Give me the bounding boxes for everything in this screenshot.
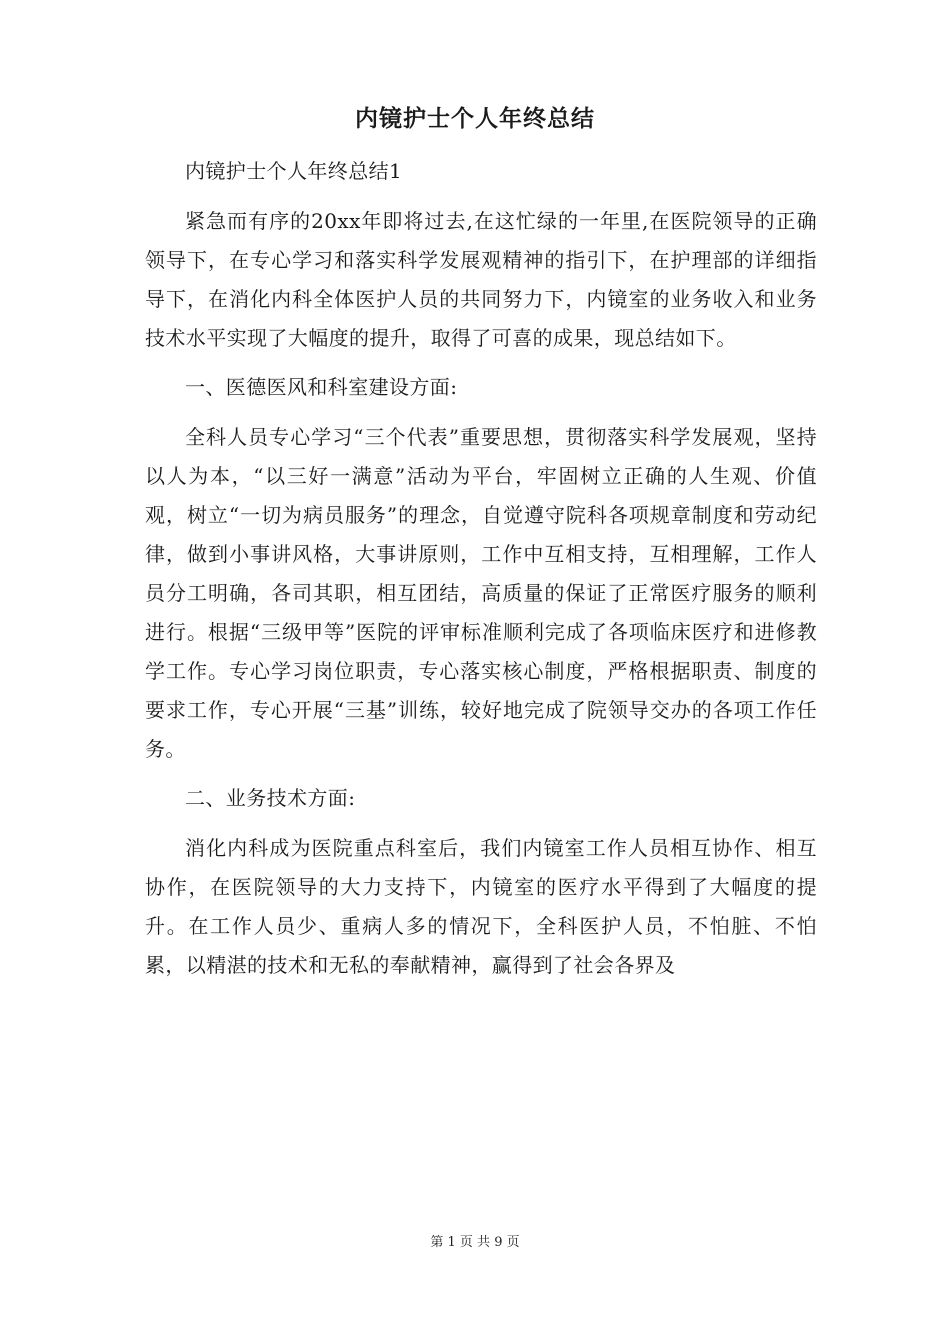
document-title: 内镜护士个人年终总结 [355, 105, 595, 132]
paragraph-intro: 紧急而有序的20xx年即将过去,在这忙绿的一年里,在医院领导的正确领导下，在专心学习和落实科学发展观精神的指引下，在护理部的详细指导下，在消化内科全体医护人员的共同努力下，内镜室的业务收入和业务技术水平实现了大幅度的提升，取得了可喜的成果，现总结如下。 [145, 209, 817, 350]
document-body [145, 152, 817, 995]
paragraph-subtitle: 内镜护士个人年终总结1 [185, 159, 403, 183]
section-heading-1: 一、医德医风和科室建设方面: [185, 375, 458, 399]
page-number-footer: 第 1 页 共 9 页 [430, 1235, 520, 1250]
section-heading-2: 二、业务技术方面: [185, 786, 356, 810]
paragraph-section-2: 消化内科成为医院重点科室后，我们内镜室工作人员相互协作、相互协作，在医院领导的大力支持下，内镜室的医疗水平得到了大幅度的提升。在工作人员少、重病人多的情况下，全科医护人员，不怕脏、不怕累，以精湛的技术和无私的奉献精神，赢得到了社会各界及 [145, 836, 817, 977]
paragraph-section-1: 全科人员专心学习“三个代表”重要思想，贯彻落实科学发展观，坚持以人为本，“以三好一满意”活动为平台，牢固树立正确的人生观、价值观，树立“一切为病员服务”的理念，自觉遵守院科各项规章制度和劳动纪律，做到小事讲风格，大事讲原则，工作中互相支持，互相理解，工作人员分工明确，各司其职，相互团结，高质量的保证了正常医疗服务的顺利进行。根据“三级甲等”医院的评审标准顺利完成了各项临床医疗和进修教学工作。专心学习岗位职责，专心落实核心制度，严格根据职责、制度的要求工作，专心开展“三基”训练，较好地完成了院领导交办的各项工作任务。 [145, 425, 817, 761]
